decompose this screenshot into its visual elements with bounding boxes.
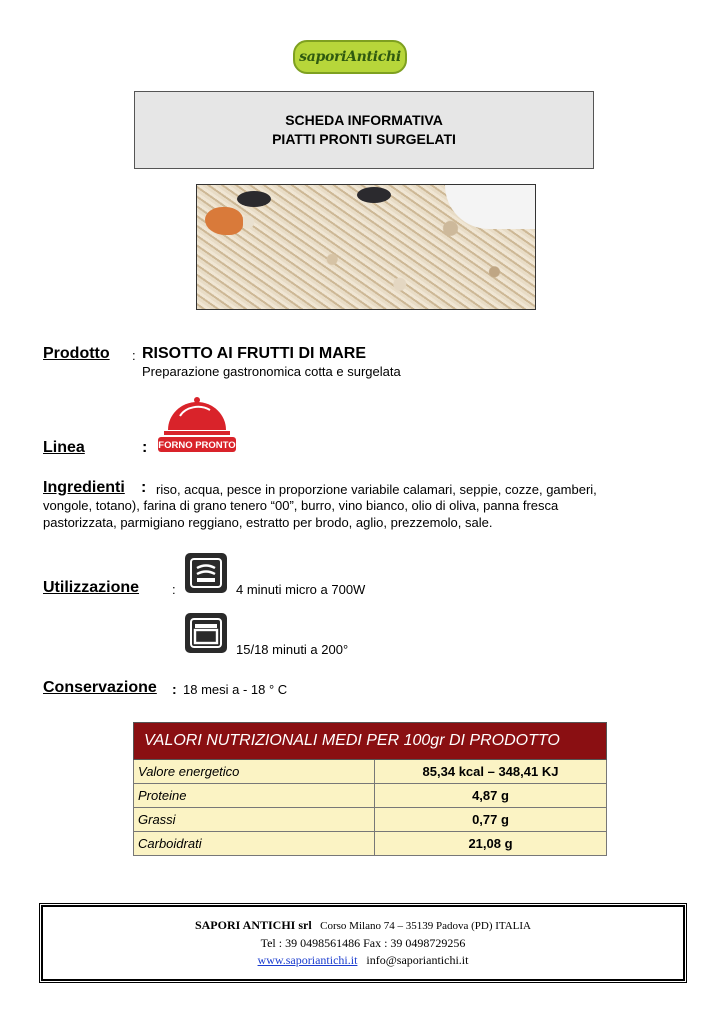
footer-box <box>39 903 687 983</box>
product-subtitle: Preparazione gastronomica cotta e surgelata <box>142 364 401 379</box>
oven-instructions: 15/18 minuti a 200° <box>236 642 349 657</box>
micro-instructions: 4 minuti micro a 700W <box>236 582 366 597</box>
oven-icon <box>185 613 227 653</box>
nutrient-value: 0,77 g <box>375 808 607 832</box>
linea-colon: : <box>142 439 148 456</box>
nutrient-value: 85,34 kcal – 348,41 KJ <box>375 760 607 784</box>
document-title-box <box>134 91 594 169</box>
footer-contacts <box>258 952 469 969</box>
forno-pronto-icon <box>158 396 236 454</box>
table-row <box>134 760 607 784</box>
ingredienti-colon: : <box>141 479 147 496</box>
nutrient-name: Carboidrati <box>134 832 375 856</box>
microwave-icon <box>185 553 227 593</box>
ingredienti-label: Ingredienti <box>43 479 125 496</box>
footer-website-link[interactable]: www.saporiantichi.it <box>257 953 358 967</box>
footer-email: info@saporiantichi.it <box>366 953 469 967</box>
linea-label: Linea <box>43 439 85 456</box>
product-label: Prodotto <box>43 345 110 362</box>
product-photo <box>196 184 536 310</box>
shrimp <box>205 207 243 235</box>
mussel <box>237 191 271 207</box>
product-colon: : <box>132 348 136 363</box>
nutrient-value: 21,08 g <box>375 832 607 856</box>
nutrition-title: VALORI NUTRIZIONALI MEDI PER 100gr DI PRODOTTO <box>134 723 607 760</box>
conservazione-colon: : <box>172 681 177 697</box>
table-row <box>134 784 607 808</box>
utilizzazione-colon: : <box>172 582 176 597</box>
ingredienti-line-2: vongole, totano), farina di grano tenero “00”, burro, vino bianco, olio di oliva, panna fresca <box>43 498 559 513</box>
nutrient-name: Valore energetico <box>134 760 375 784</box>
nutrient-name: Grassi <box>134 808 375 832</box>
nutrient-value: 4,87 g <box>375 784 607 808</box>
plate-rim <box>445 185 535 229</box>
logo-text: saporiAntichi <box>299 49 401 65</box>
conservazione-text: 18 mesi a - 18 ° C <box>183 682 288 697</box>
title-line-1: SCHEDA INFORMATIVA <box>285 112 443 128</box>
utilizzazione-label: Utilizzazione <box>43 579 140 596</box>
product-name: RISOTTO AI FRUTTI DI MARE <box>142 345 366 362</box>
nutrition-table <box>133 722 607 856</box>
footer-phone: Tel : 39 0498561486 Fax : 39 0498729256 <box>260 936 466 950</box>
conservazione-label: Conservazione <box>43 679 157 696</box>
table-row <box>134 808 607 832</box>
company-logo <box>293 40 407 74</box>
footer-company: SAPORI ANTICHI srl <box>194 918 312 932</box>
table-row <box>134 832 607 856</box>
ingredienti-line-1: riso, acqua, pesce in proporzione variabile calamari, seppie, cozze, gamberi, <box>156 482 597 497</box>
nutrient-name: Proteine <box>134 784 375 808</box>
footer-company-line <box>195 917 531 935</box>
title-line-2: PIATTI PRONTI SURGELATI <box>272 131 456 147</box>
ingredienti-line-3: pastorizzata, parmigiano reggiano, estratto per brodo, aglio, prezzemolo, sale. <box>43 515 493 530</box>
forno-badge-text: FORNO PRONTO <box>158 440 236 451</box>
footer-address: Corso Milano 74 – 35139 Padova (PD) ITALIA <box>320 920 532 932</box>
nutrition-header-row <box>134 723 607 760</box>
mussel <box>357 187 391 203</box>
